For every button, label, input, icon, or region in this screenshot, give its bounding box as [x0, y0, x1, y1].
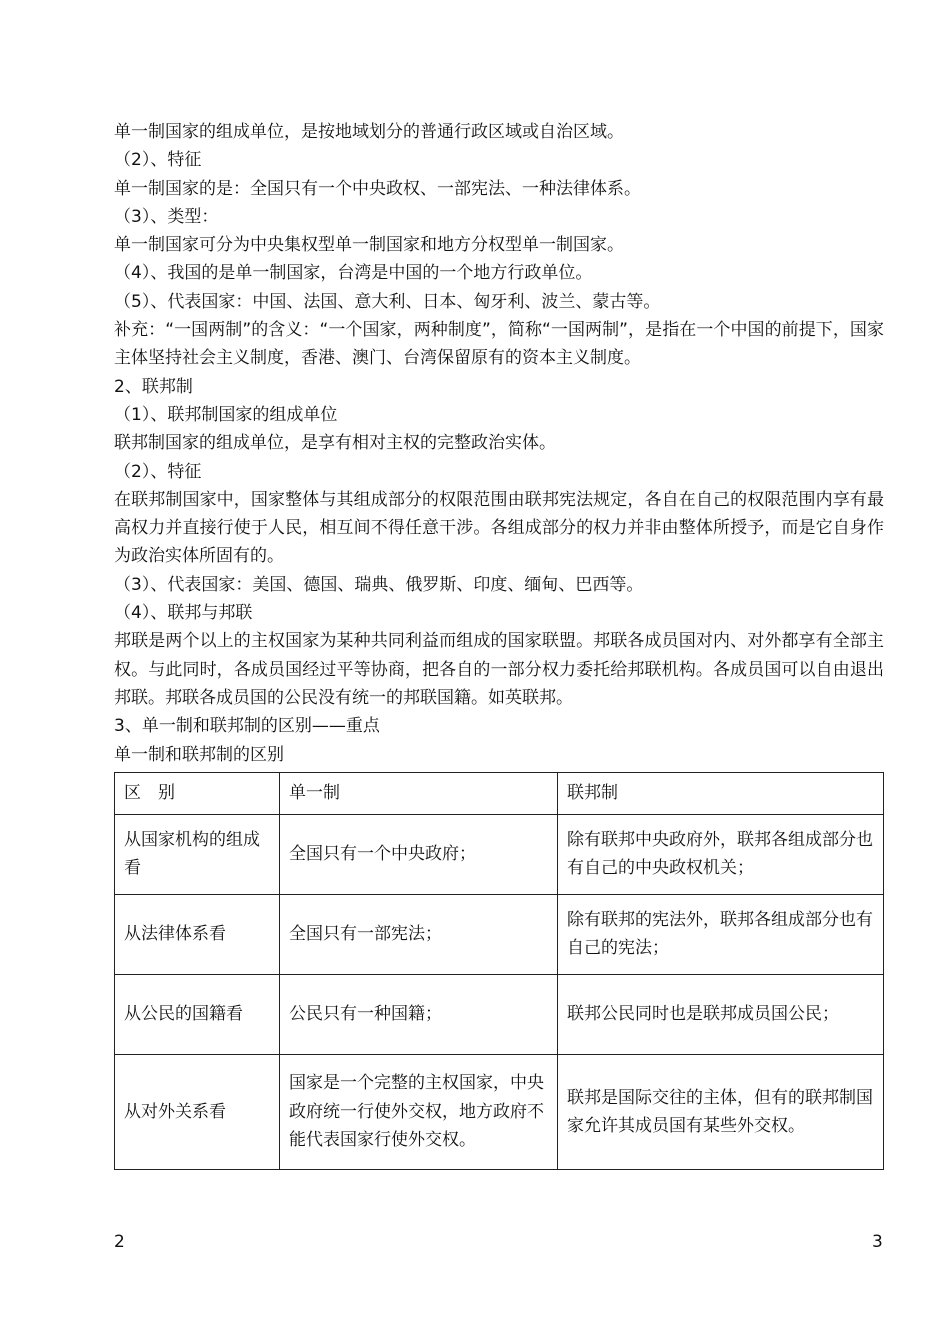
table-cell: 全国只有一个中央政府；: [280, 814, 558, 894]
text-line: 联邦制国家的组成单位，是享有相对主权的完整政治实体。: [114, 433, 556, 454]
table-cell: 从国家机构的组成看: [115, 814, 280, 894]
table-cell: 除有联邦的宪法外，联邦各组成部分也有自己的宪法；: [558, 894, 884, 974]
table-cell: 国家是一个完整的主权国家，中央政府统一行使外交权，地方政府不能代表国家行使外交权。: [280, 1054, 558, 1169]
page-number-left: 2: [114, 1232, 125, 1252]
table-cell: 公民只有一种国籍；: [280, 974, 558, 1054]
table-cell: 从公民的国籍看: [115, 974, 280, 1054]
table-cell: 从法律体系看: [115, 894, 280, 974]
subheading: （4）、联邦与邦联: [114, 603, 253, 624]
text-line: 单一制国家可分为中央集权型单一制国家和地方分权型单一制国家。: [114, 235, 624, 256]
comparison-table: [114, 772, 884, 1170]
table-row: [115, 1054, 884, 1169]
table-header-cell: 联邦制: [558, 772, 884, 814]
confederation-paragraph: 邦联是两个以上的主权国家为某种共同利益而组成的国家联盟。邦联各成员国对内、对外都享有全部主权。与此同时，各成员国经过平等协商，把各自的一部分权力委托给邦联机构。各成员国可以自由退出邦联。邦联各成员国的公民没有统一的邦联国籍。如英联邦。: [114, 631, 884, 708]
table-row: [115, 814, 884, 894]
table-row: [115, 974, 884, 1054]
table-cell: 联邦公民同时也是联邦成员国公民；: [558, 974, 884, 1054]
table-header-cell: 单一制: [280, 772, 558, 814]
text-line: （4）、我国的是单一制国家，台湾是中国的一个地方行政单位。: [114, 263, 593, 284]
table-header-cell: 区 别: [115, 772, 280, 814]
text-line: 单一制国家的组成单位，是按地域划分的普通行政区域或自治区域。: [114, 122, 624, 142]
text-line: 单一制国家的是：全国只有一个中央政权、一部宪法、一种法律体系。: [114, 178, 641, 199]
subheading: （2）、特征: [114, 150, 202, 171]
table-caption: 单一制和联邦制的区别: [114, 744, 284, 765]
supplement-paragraph: 补充：“一国两制”的含义：“一个国家，两种制度”，简称“一国两制”，是指在一个中国的前提下，国家主体坚持社会主义制度，香港、澳门、台湾保留原有的资本主义制度。: [114, 320, 884, 369]
subheading: （2）、特征: [114, 461, 202, 482]
table-header-row: [115, 772, 884, 814]
table-cell: 除有联邦中央政府外，联邦各组成部分也有自己的中央政权机关；: [558, 814, 884, 894]
subheading: （3）、类型：: [114, 206, 219, 227]
table-cell: 联邦是国际交往的主体，但有的联邦制国家允许其成员国有某些外交权。: [558, 1054, 884, 1169]
document-body: [114, 118, 884, 1170]
table-row: [115, 894, 884, 974]
feature-paragraph: 在联邦制国家中，国家整体与其组成部分的权限范围由联邦宪法规定，各自在自己的权限范围内享有最高权力并直接行使于人民，相互间不得任意干涉。各组成部分的权力并非由整体所授予，而是它自身作为政治实体所固有的。: [114, 489, 884, 567]
section-heading-difference: 3、单一制和联邦制的区别——重点: [114, 716, 380, 737]
table-cell: 从对外关系看: [115, 1054, 280, 1169]
text-line: （3）、代表国家：美国、德国、瑞典、俄罗斯、印度、缅甸、巴西等。: [114, 574, 644, 595]
subheading: （1）、联邦制国家的组成单位: [114, 404, 338, 425]
table-cell: 全国只有一部宪法；: [280, 894, 558, 974]
section-heading-federal: 2、联邦制: [114, 376, 193, 397]
page-number-right: 3: [872, 1232, 883, 1252]
text-line: （5）、代表国家：中国、法国、意大利、日本、匈牙利、波兰、蒙古等。: [114, 291, 661, 312]
